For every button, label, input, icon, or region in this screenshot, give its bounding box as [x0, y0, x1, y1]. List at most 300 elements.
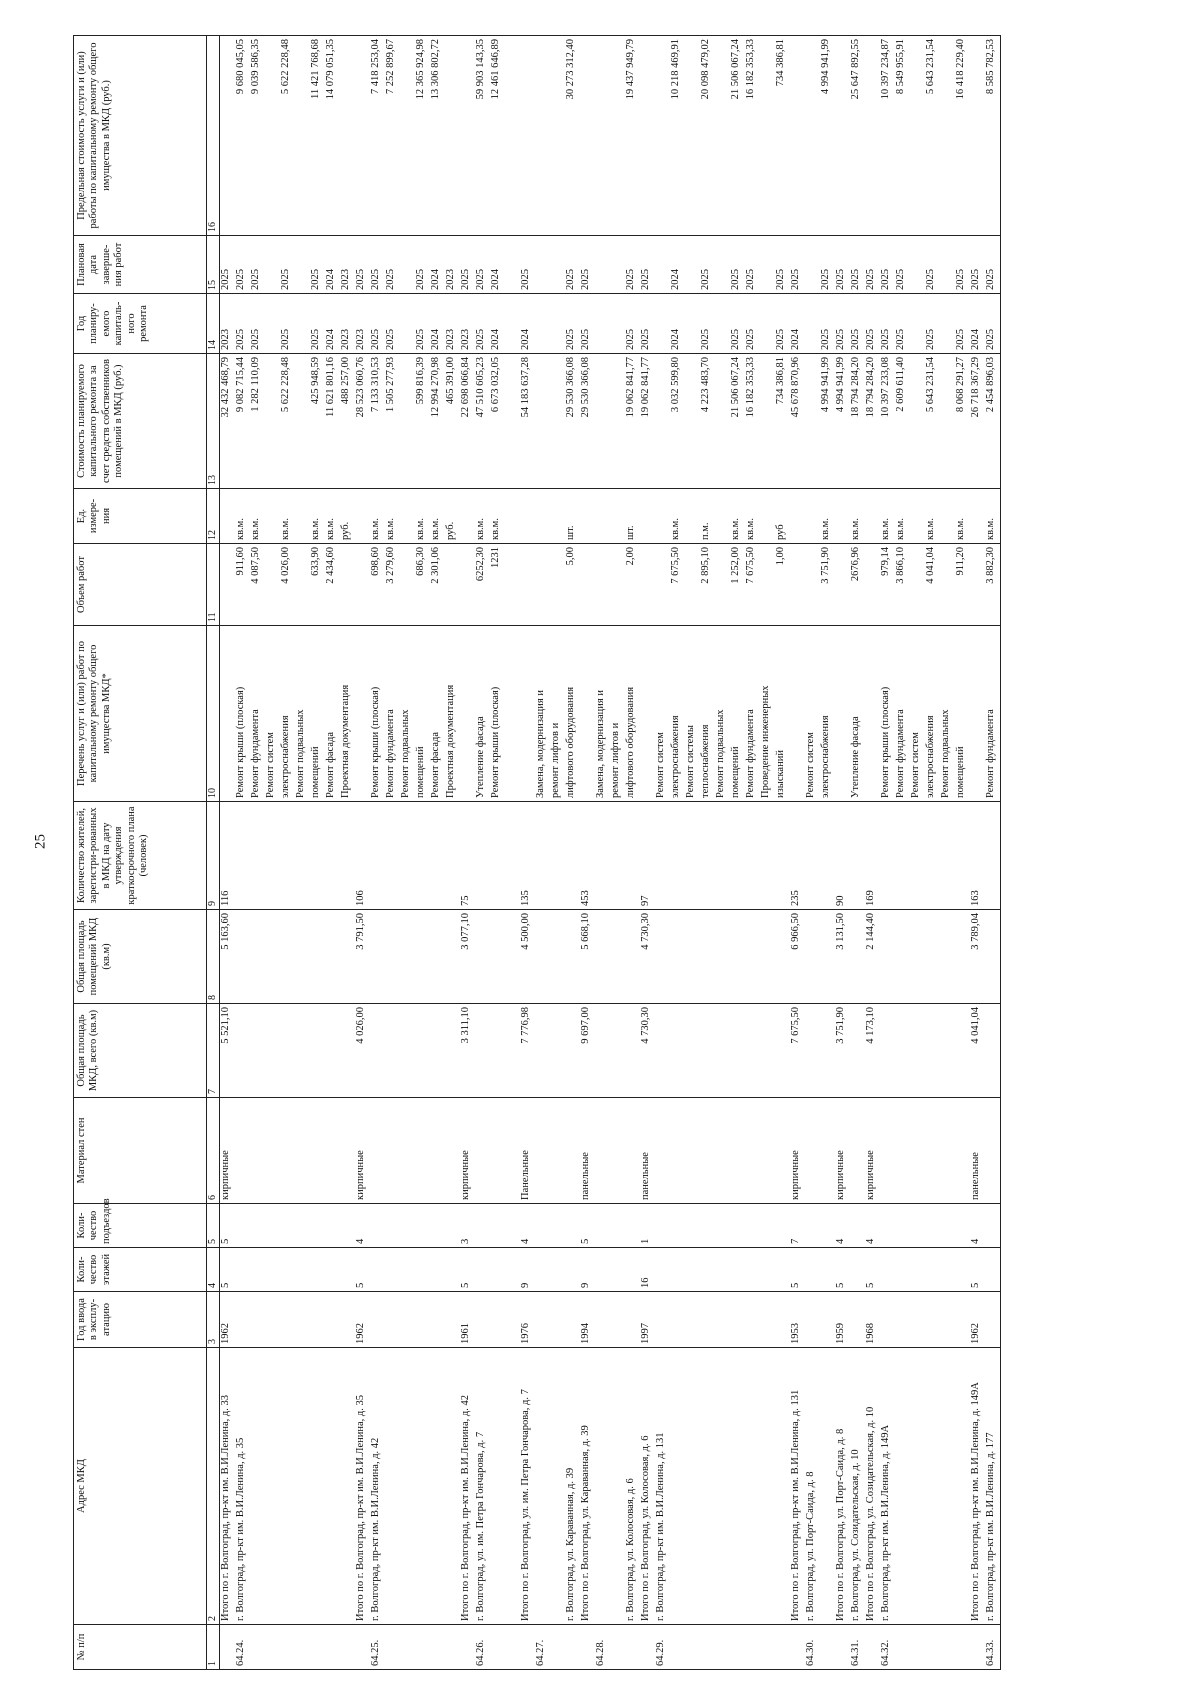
table-cell [610, 1204, 625, 1248]
table-cell [670, 802, 685, 910]
table-cell [340, 1248, 355, 1292]
table-cell [985, 1248, 1001, 1292]
table-cell: 633,90 [310, 544, 325, 626]
table-cell [805, 294, 820, 354]
table-cell: 2025 [925, 294, 940, 354]
table-cell: 2025 [625, 236, 640, 294]
table-cell [565, 1204, 580, 1248]
table-cell [490, 1004, 505, 1098]
table-cell [715, 36, 730, 236]
table-row [475, 36, 490, 1670]
table-cell: 4 500,00 [520, 910, 535, 1004]
table-cell [610, 544, 625, 626]
table-cell: 5 [355, 1248, 370, 1292]
table-row [910, 36, 925, 1670]
table-cell: 90 [835, 802, 850, 910]
table-cell [580, 1625, 595, 1670]
table-cell: кв.м. [745, 489, 760, 544]
table-cell [910, 1348, 925, 1625]
table-cell: 4 994 941,99 [835, 354, 850, 489]
table-cell [805, 489, 820, 544]
table-row [325, 36, 340, 1670]
table-cell [715, 1204, 730, 1248]
page-number: 25 [32, 834, 49, 849]
table-cell [715, 236, 730, 294]
table-cell [895, 1248, 910, 1292]
table-cell [940, 1204, 955, 1248]
table-cell [550, 236, 565, 294]
table-cell [610, 36, 625, 236]
column-header: Год планиру-емого капиталь-ного ремонта [74, 294, 207, 354]
table-cell [550, 1004, 565, 1098]
table-cell [295, 354, 310, 489]
table-cell: 2 144,40 [865, 910, 880, 1004]
table-cell [355, 544, 370, 626]
table-cell [265, 294, 280, 354]
table-cell [940, 1098, 955, 1204]
table-cell [895, 1348, 910, 1625]
table-cell [820, 1004, 835, 1098]
table-cell [535, 1204, 550, 1248]
table-cell: Итого по г. Волгоград, пр-кт им. В.И.Ленина, д. 149А [970, 1348, 985, 1625]
table-cell: руб. [445, 489, 460, 544]
table-cell [490, 1625, 505, 1670]
table-cell: 64.33. [985, 1625, 1001, 1670]
column-number-row [207, 36, 220, 1670]
table-row [790, 36, 805, 1670]
table-cell [550, 1625, 565, 1670]
table-cell [670, 1004, 685, 1098]
table-cell: Итого по г. Волгоград, ул. им. Петра Гончарова, д. 7 [520, 1348, 535, 1625]
table-row [685, 36, 700, 1670]
table-cell: Итого по г. Волгоград, пр-кт им. В.И.Ленина, д. 35 [355, 1348, 370, 1625]
table-cell [475, 1292, 490, 1348]
table-cell [219, 626, 235, 802]
column-header: Стоимость планируемого капитального ремонта за счет средств собственников помещений в МКД (руб.) [74, 354, 207, 489]
table-cell [595, 1248, 610, 1292]
table-cell: 2025 [850, 236, 865, 294]
table-cell [505, 1204, 520, 1248]
table-cell: кирпичные [835, 1098, 850, 1204]
table-cell [865, 626, 880, 802]
table-cell: Ремонт крыши (плоская) [490, 626, 505, 802]
table-cell [895, 1292, 910, 1348]
table-cell [925, 1098, 940, 1204]
table-cell: Ремонт фасада [430, 626, 445, 802]
table-cell [295, 1625, 310, 1670]
column-header: Общая площадь помещений МКД (кв.м) [74, 910, 207, 1004]
table-cell [430, 802, 445, 910]
table-cell: руб. [340, 489, 355, 544]
table-cell [490, 1248, 505, 1292]
table-row [535, 36, 550, 1670]
table-cell: 2025 [565, 294, 580, 354]
table-cell [655, 544, 670, 626]
table-row [865, 36, 880, 1670]
table-cell [955, 1292, 970, 1348]
table-cell [685, 354, 700, 489]
table-cell: Итого по г. Волгоград, пр-кт им. В.И.Ленина, д. 42 [460, 1348, 475, 1625]
table-cell [505, 236, 520, 294]
table-cell [745, 1204, 760, 1248]
table-cell: 64.27. [535, 1625, 550, 1670]
table-cell [219, 489, 235, 544]
table-row [415, 36, 430, 1670]
table-cell [445, 1098, 460, 1204]
table-cell [550, 489, 565, 544]
table-cell [940, 802, 955, 910]
table-cell: 2025 [250, 294, 265, 354]
table-cell [910, 1248, 925, 1292]
table-cell [445, 544, 460, 626]
table-row [550, 36, 565, 1670]
table-cell [385, 1348, 400, 1625]
table-cell: 3 131,50 [835, 910, 850, 1004]
table-cell [730, 1098, 745, 1204]
table-body [219, 36, 1000, 1670]
table-cell [715, 354, 730, 489]
table-cell [430, 1204, 445, 1248]
table-cell [475, 1098, 490, 1204]
table-cell [850, 1204, 865, 1248]
table-cell: 11 621 801,16 [325, 354, 340, 489]
table-cell [340, 1348, 355, 1625]
table-cell [415, 802, 430, 910]
table-cell: 2025 [745, 236, 760, 294]
column-number: 6 [207, 1098, 220, 1204]
table-cell: 5 [460, 1248, 475, 1292]
table-cell [880, 1004, 895, 1098]
table-cell [385, 1204, 400, 1248]
table-cell [610, 1292, 625, 1348]
table-cell [400, 236, 415, 294]
table-cell: 2025 [355, 236, 370, 294]
table-cell: 2025 [790, 236, 805, 294]
column-header: № п/п [74, 1625, 207, 1670]
table-cell [325, 1248, 340, 1292]
table-cell [445, 36, 460, 236]
table-row [820, 36, 835, 1670]
table-cell [820, 1248, 835, 1292]
table-cell: шт. [625, 489, 640, 544]
table-cell [340, 544, 355, 626]
table-cell [715, 1098, 730, 1204]
table-cell: кв.м. [985, 489, 1001, 544]
table-cell: 2025 [955, 294, 970, 354]
table-cell [775, 1204, 790, 1248]
table-cell [610, 1348, 625, 1625]
table-cell [295, 1292, 310, 1348]
table-cell: 16 [640, 1248, 655, 1292]
table-cell [700, 1204, 715, 1248]
table-cell [775, 1098, 790, 1204]
table-cell [625, 1248, 640, 1292]
table-cell: 106 [355, 802, 370, 910]
table-cell [355, 1625, 370, 1670]
table-cell [340, 1004, 355, 1098]
column-header: Объем работ [74, 544, 207, 626]
table-cell [820, 802, 835, 910]
table-cell: 26 718 367,29 [970, 354, 985, 489]
table-cell [820, 1098, 835, 1204]
table-cell [910, 36, 925, 236]
table-cell [610, 1098, 625, 1204]
table-cell: 2025 [565, 236, 580, 294]
table-cell [895, 1204, 910, 1248]
table-cell [640, 544, 655, 626]
table-cell: 3 077,10 [460, 910, 475, 1004]
table-cell [730, 1248, 745, 1292]
table-cell [595, 489, 610, 544]
table-cell [625, 910, 640, 1004]
table-cell [385, 1625, 400, 1670]
table-cell [490, 1292, 505, 1348]
table-cell [355, 36, 370, 236]
table-cell: 1968 [865, 1292, 880, 1348]
table-cell: 2025 [820, 294, 835, 354]
table-cell: кв.м. [370, 489, 385, 544]
table-cell: 2024 [670, 294, 685, 354]
table-cell [535, 236, 550, 294]
header-row [74, 36, 207, 1670]
column-header: Коли-чество подъездов [74, 1204, 207, 1248]
table-cell [460, 626, 475, 802]
table-cell [760, 294, 775, 354]
table-cell: кирпичные [790, 1098, 805, 1204]
table-cell: 2 454 896,03 [985, 354, 1001, 489]
table-cell [745, 1098, 760, 1204]
table-cell: электроснабжения [670, 626, 685, 802]
table-cell: 12 461 646,89 [490, 36, 505, 236]
table-cell [820, 1625, 835, 1670]
table-cell [775, 1248, 790, 1292]
table-cell: Ремонт подвальных [400, 626, 415, 802]
table-cell: 5 622 228,48 [280, 354, 295, 489]
table-cell: 7 418 253,04 [370, 36, 385, 236]
table-cell: 14 079 051,35 [325, 36, 340, 236]
table-cell [685, 910, 700, 1004]
table-cell [595, 1204, 610, 1248]
table-cell [715, 489, 730, 544]
table-cell: кв.м. [730, 489, 745, 544]
table-cell [265, 1248, 280, 1292]
table-cell: 5 [219, 1204, 235, 1248]
table-cell [910, 1004, 925, 1098]
table-cell [595, 294, 610, 354]
table-cell: 5 [970, 1248, 985, 1292]
table-cell: 7 133 310,53 [370, 354, 385, 489]
table-cell: 9 082 715,44 [235, 354, 250, 489]
table-cell: 2025 [235, 294, 250, 354]
table-cell [400, 1348, 415, 1625]
table-cell [475, 1004, 490, 1098]
table-cell [295, 1348, 310, 1625]
table-cell [610, 354, 625, 489]
table-row [655, 36, 670, 1670]
table-cell [850, 1004, 865, 1098]
table-cell [400, 1098, 415, 1204]
table-cell: 1994 [580, 1292, 595, 1348]
table-cell [910, 1292, 925, 1348]
column-number: 5 [207, 1204, 220, 1248]
table-cell: 3 032 599,80 [670, 354, 685, 489]
table-cell [235, 910, 250, 1004]
table-cell [775, 1348, 790, 1625]
table-cell: 2025 [895, 236, 910, 294]
table-cell [850, 1098, 865, 1204]
table-cell: 1231 [490, 544, 505, 626]
table-cell [415, 1204, 430, 1248]
table-cell: Итого по г. Волгоград, пр-кт им. В.И.Ленина, д. 131 [790, 1348, 805, 1625]
table-cell: 97 [640, 802, 655, 910]
table-cell [550, 36, 565, 236]
table-cell [955, 1004, 970, 1098]
table-cell [625, 1098, 640, 1204]
table-cell [325, 1625, 340, 1670]
table-cell [550, 544, 565, 626]
table-cell [760, 544, 775, 626]
table-cell [910, 236, 925, 294]
table-cell: 2025 [280, 236, 295, 294]
table-cell [280, 1625, 295, 1670]
table-cell [370, 1248, 385, 1292]
table-cell: 4 087,50 [250, 544, 265, 626]
table-cell: 1961 [460, 1292, 475, 1348]
table-cell [655, 294, 670, 354]
table-cell [310, 910, 325, 1004]
table-cell [370, 1004, 385, 1098]
table-cell [655, 489, 670, 544]
table-row [250, 36, 265, 1670]
table-cell [595, 544, 610, 626]
table-cell: 2025 [850, 294, 865, 354]
table-cell [700, 910, 715, 1004]
table-row [490, 36, 505, 1670]
table-cell: 2025 [460, 236, 475, 294]
table-cell [730, 802, 745, 910]
table-cell [880, 1292, 895, 1348]
table-row [760, 36, 775, 1670]
table-row [430, 36, 445, 1670]
table-cell [595, 1004, 610, 1098]
table-cell: 2025 [700, 236, 715, 294]
table-cell: г. Волгоград, ул. Караванная, д. 39 [565, 1348, 580, 1625]
table-cell [880, 802, 895, 910]
table-cell [235, 802, 250, 910]
table-cell: 2023 [340, 236, 355, 294]
table-cell [940, 36, 955, 236]
table-row [595, 36, 610, 1670]
table-cell: 10 397 234,87 [880, 36, 895, 236]
table-cell [775, 1625, 790, 1670]
table-cell [430, 1004, 445, 1098]
table-cell [715, 1248, 730, 1292]
table-cell: 2025 [730, 294, 745, 354]
table-cell: 2025 [775, 294, 790, 354]
column-header: Материал стен [74, 1098, 207, 1204]
table-cell: 2023 [340, 294, 355, 354]
table-cell: Ремонт подвальных [715, 626, 730, 802]
table-cell [760, 910, 775, 1004]
table-cell: 135 [520, 802, 535, 910]
table-cell: 698,60 [370, 544, 385, 626]
table-cell: 2024 [970, 294, 985, 354]
table-cell [430, 1098, 445, 1204]
table-cell [655, 354, 670, 489]
table-cell [595, 236, 610, 294]
table-cell [295, 802, 310, 910]
table-cell [310, 1292, 325, 1348]
table-cell [910, 489, 925, 544]
column-number: 16 [207, 36, 220, 236]
table-cell: Ремонт подвальных [295, 626, 310, 802]
table-cell: кв.м. [475, 489, 490, 544]
table-cell [445, 1248, 460, 1292]
table-cell: 18 794 284,20 [850, 354, 865, 489]
table-cell [715, 1348, 730, 1625]
table-cell [685, 1292, 700, 1348]
table-cell: 2 895,10 [700, 544, 715, 626]
table-cell [295, 36, 310, 236]
table-cell: 2025 [310, 236, 325, 294]
table-cell: 2024 [325, 294, 340, 354]
table-cell [415, 1625, 430, 1670]
table-cell: Итого по г. Волгоград, ул. Караванная, д. 39 [580, 1348, 595, 1625]
table-cell: 2025 [370, 294, 385, 354]
table-cell: 2025 [985, 294, 1001, 354]
table-cell: ремонт лифтов и [550, 626, 565, 802]
table-cell: 2025 [625, 294, 640, 354]
table-cell [715, 910, 730, 1004]
table-cell [940, 1004, 955, 1098]
table-cell: 7 675,50 [670, 544, 685, 626]
table-cell: 64.30. [805, 1625, 820, 1670]
table-cell [820, 1292, 835, 1348]
table-cell [610, 1248, 625, 1292]
table-cell [280, 1292, 295, 1348]
column-number: 7 [207, 1004, 220, 1098]
table-cell: 3 [460, 1204, 475, 1248]
table-cell: 4 223 483,70 [700, 354, 715, 489]
table-cell [715, 294, 730, 354]
table-cell [415, 1098, 430, 1204]
table-cell: кв.м. [250, 489, 265, 544]
table-cell [295, 294, 310, 354]
table-cell [805, 1292, 820, 1348]
table-cell [535, 489, 550, 544]
table-cell: 9 039 586,35 [250, 36, 265, 236]
table-cell [685, 544, 700, 626]
table-cell [535, 294, 550, 354]
table-cell: 3 866,10 [895, 544, 910, 626]
table-cell: 1962 [970, 1292, 985, 1348]
table-cell [310, 1248, 325, 1292]
table-cell: 2025 [925, 236, 940, 294]
table-cell: помещений [310, 626, 325, 802]
table-cell: изысканий [775, 626, 790, 802]
table-cell [550, 1204, 565, 1248]
table-cell: 2676,96 [850, 544, 865, 626]
table-cell [505, 1248, 520, 1292]
table-cell [805, 1248, 820, 1292]
table-cell [595, 354, 610, 489]
table-cell: 4 026,00 [355, 1004, 370, 1098]
table-cell [955, 1625, 970, 1670]
table-cell: 1953 [790, 1292, 805, 1348]
table-cell: 3 751,90 [835, 1004, 850, 1098]
table-cell: 9 680 045,05 [235, 36, 250, 236]
table-cell: 59 903 143,35 [475, 36, 490, 236]
